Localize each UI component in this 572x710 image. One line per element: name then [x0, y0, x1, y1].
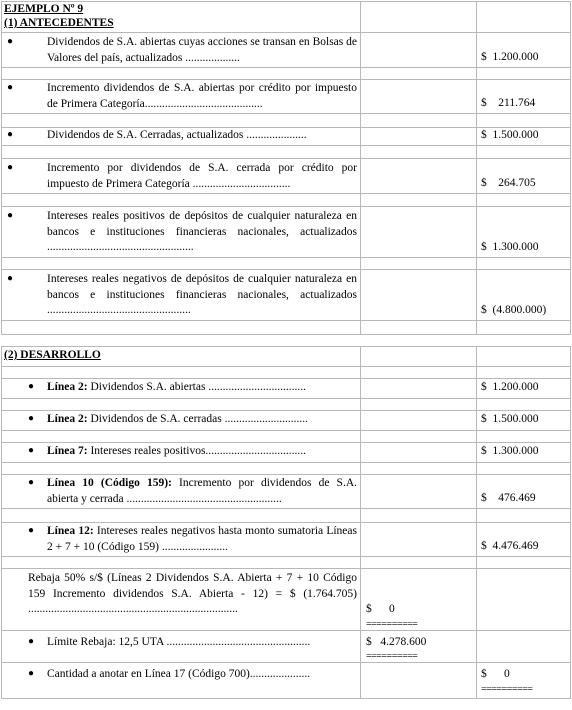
table-border	[1, 257, 571, 258]
table-border	[1, 378, 571, 379]
table-border	[1, 32, 571, 33]
double-underline: ==========	[366, 619, 418, 630]
table-border	[476, 1, 477, 334]
desarrollo-description	[47, 476, 357, 507]
desarrollo-amount: $ 476.469	[481, 492, 536, 504]
table-border	[1, 67, 571, 68]
line-label: Línea 7:	[47, 445, 88, 457]
table-border	[1, 410, 571, 411]
line-label: Línea 2:	[47, 413, 88, 425]
antecedentes-heading: (1) ANTECEDENTES	[4, 17, 114, 29]
table-border	[1, 568, 571, 569]
desarrollo-amount: $ 1.500.000	[481, 413, 539, 425]
table-border	[1, 1, 571, 2]
table-border	[1, 662, 571, 663]
table-border	[1, 430, 571, 431]
bullet-icon: ●	[28, 413, 35, 424]
desarrollo-description	[47, 380, 357, 396]
desarrollo-description	[47, 444, 357, 460]
bullet-icon: ●	[28, 636, 35, 647]
desarrollo-heading: (2) DESARROLLO	[4, 349, 101, 361]
desarrollo-description	[47, 524, 357, 555]
line-text: Intereses reales negativos hasta monto sumatoria Líneas 2 + 7 + 10 (Código 159) .......................	[47, 525, 357, 553]
table-border	[1, 474, 571, 475]
limite-amount: $ 4.278.600	[366, 636, 427, 648]
antecedente-amount: $ 1.300.000	[481, 241, 539, 253]
bullet-icon: ●	[28, 445, 35, 456]
table-border	[1, 269, 571, 270]
double-underline: ==========	[366, 651, 418, 662]
antecedente-amount: $ (4.800.000)	[481, 304, 547, 316]
antecedente-description: Dividendos de S.A. Cerradas, actualizados .....................	[47, 129, 307, 141]
rebaja-description: Rebaja 50% s/$ (Líneas 2 Dividendos S.A. Abierta + 7 + 10 Código 159 Incremento dividendos S.A. Abierta - 12) = $ (1.764.705) .........................................................................	[28, 572, 357, 615]
antecedente-amount: $ 211.764	[481, 97, 536, 109]
table-border	[570, 1, 571, 334]
table-border	[1, 113, 571, 114]
line-text: Intereses reales positivos...................................	[87, 445, 307, 457]
bullet-icon: ●	[28, 525, 35, 536]
rebaja-amount: $ 0	[366, 603, 395, 615]
desarrollo-description	[47, 412, 357, 428]
table-border	[1, 158, 571, 159]
table-border	[1, 79, 571, 80]
bullet-icon: ●	[7, 129, 14, 140]
cantidad-amount: $ 0	[481, 668, 510, 680]
bullet-icon: ●	[7, 36, 14, 47]
table-border	[1, 698, 571, 699]
antecedente-description: Intereses reales positivos de depósitos de cualquier naturaleza en bancos e instituciones financieras nacionales, actualizados ...................................................	[47, 210, 357, 253]
example-title: EJEMPLO Nº 9	[4, 3, 84, 15]
table-border	[1, 366, 571, 367]
line-text: Dividendos S.A. abiertas ..................................	[87, 381, 307, 393]
table-border	[1, 346, 571, 347]
table-border	[1, 145, 571, 146]
table-border	[1, 206, 571, 207]
bullet-icon: ●	[7, 210, 14, 221]
line-text: Dividendos de S.A. cerradas .............................	[87, 413, 308, 425]
bullet-icon: ●	[28, 381, 35, 392]
table-border	[1, 334, 571, 335]
table-border	[1, 508, 571, 509]
table-border	[1, 320, 571, 321]
table-border	[1, 1, 2, 334]
table-border	[1, 193, 571, 194]
antecedente-amount: $ 1.500.000	[481, 129, 539, 141]
bullet-icon: ●	[7, 82, 14, 93]
table-border	[360, 1, 361, 334]
desarrollo-amount: $ 1.200.000	[481, 381, 539, 393]
line-label: Línea 2:	[47, 381, 88, 393]
line-label: Línea 12:	[47, 525, 94, 537]
double-underline: ==========	[481, 684, 533, 695]
bullet-icon: ●	[7, 162, 14, 173]
table-border	[1, 556, 571, 557]
desarrollo-amount: $ 4.476.469	[481, 540, 539, 552]
line-label: Línea 10 (Código 159):	[47, 477, 172, 489]
antecedente-description: Incremento por dividendos de S.A. cerrada por crédito por impuesto de Primera Categoría ..................................	[47, 162, 357, 190]
limite-description: Límite Rebaja: 12,5 UTA ..................................................	[47, 636, 311, 648]
table-border	[1, 442, 571, 443]
cantidad-description: Cantidad a anotar en Línea 17 (Código 700).....................	[47, 668, 311, 680]
antecedente-description: Incremento dividendos de S.A. abiertas por crédito por impuesto de Primera Categoría.........................................	[47, 82, 357, 110]
table-border	[1, 398, 571, 399]
bullet-icon: ●	[7, 273, 14, 284]
antecedente-amount: $ 264.705	[481, 177, 536, 189]
bullet-icon: ●	[28, 477, 35, 488]
table-border	[1, 522, 571, 523]
antecedente-description: Intereses reales negativos de depósitos de cualquier naturaleza en bancos e instituciones financieras nacionales, actualizados ..................................................	[47, 273, 357, 316]
desarrollo-amount: $ 1.300.000	[481, 445, 539, 457]
line-text: Incremento por dividendos de S.A. abierta y cerrada ......................................................	[47, 477, 358, 505]
antecedente-amount: $ 1.200.000	[481, 51, 539, 63]
antecedente-description: Dividendos de S.A. abiertas cuyas acciones se transan en Bolsas de Valores del país, actualizados ...................	[47, 36, 357, 64]
bullet-icon: ●	[28, 668, 35, 679]
table-border	[1, 462, 571, 463]
table-border	[1, 630, 571, 631]
